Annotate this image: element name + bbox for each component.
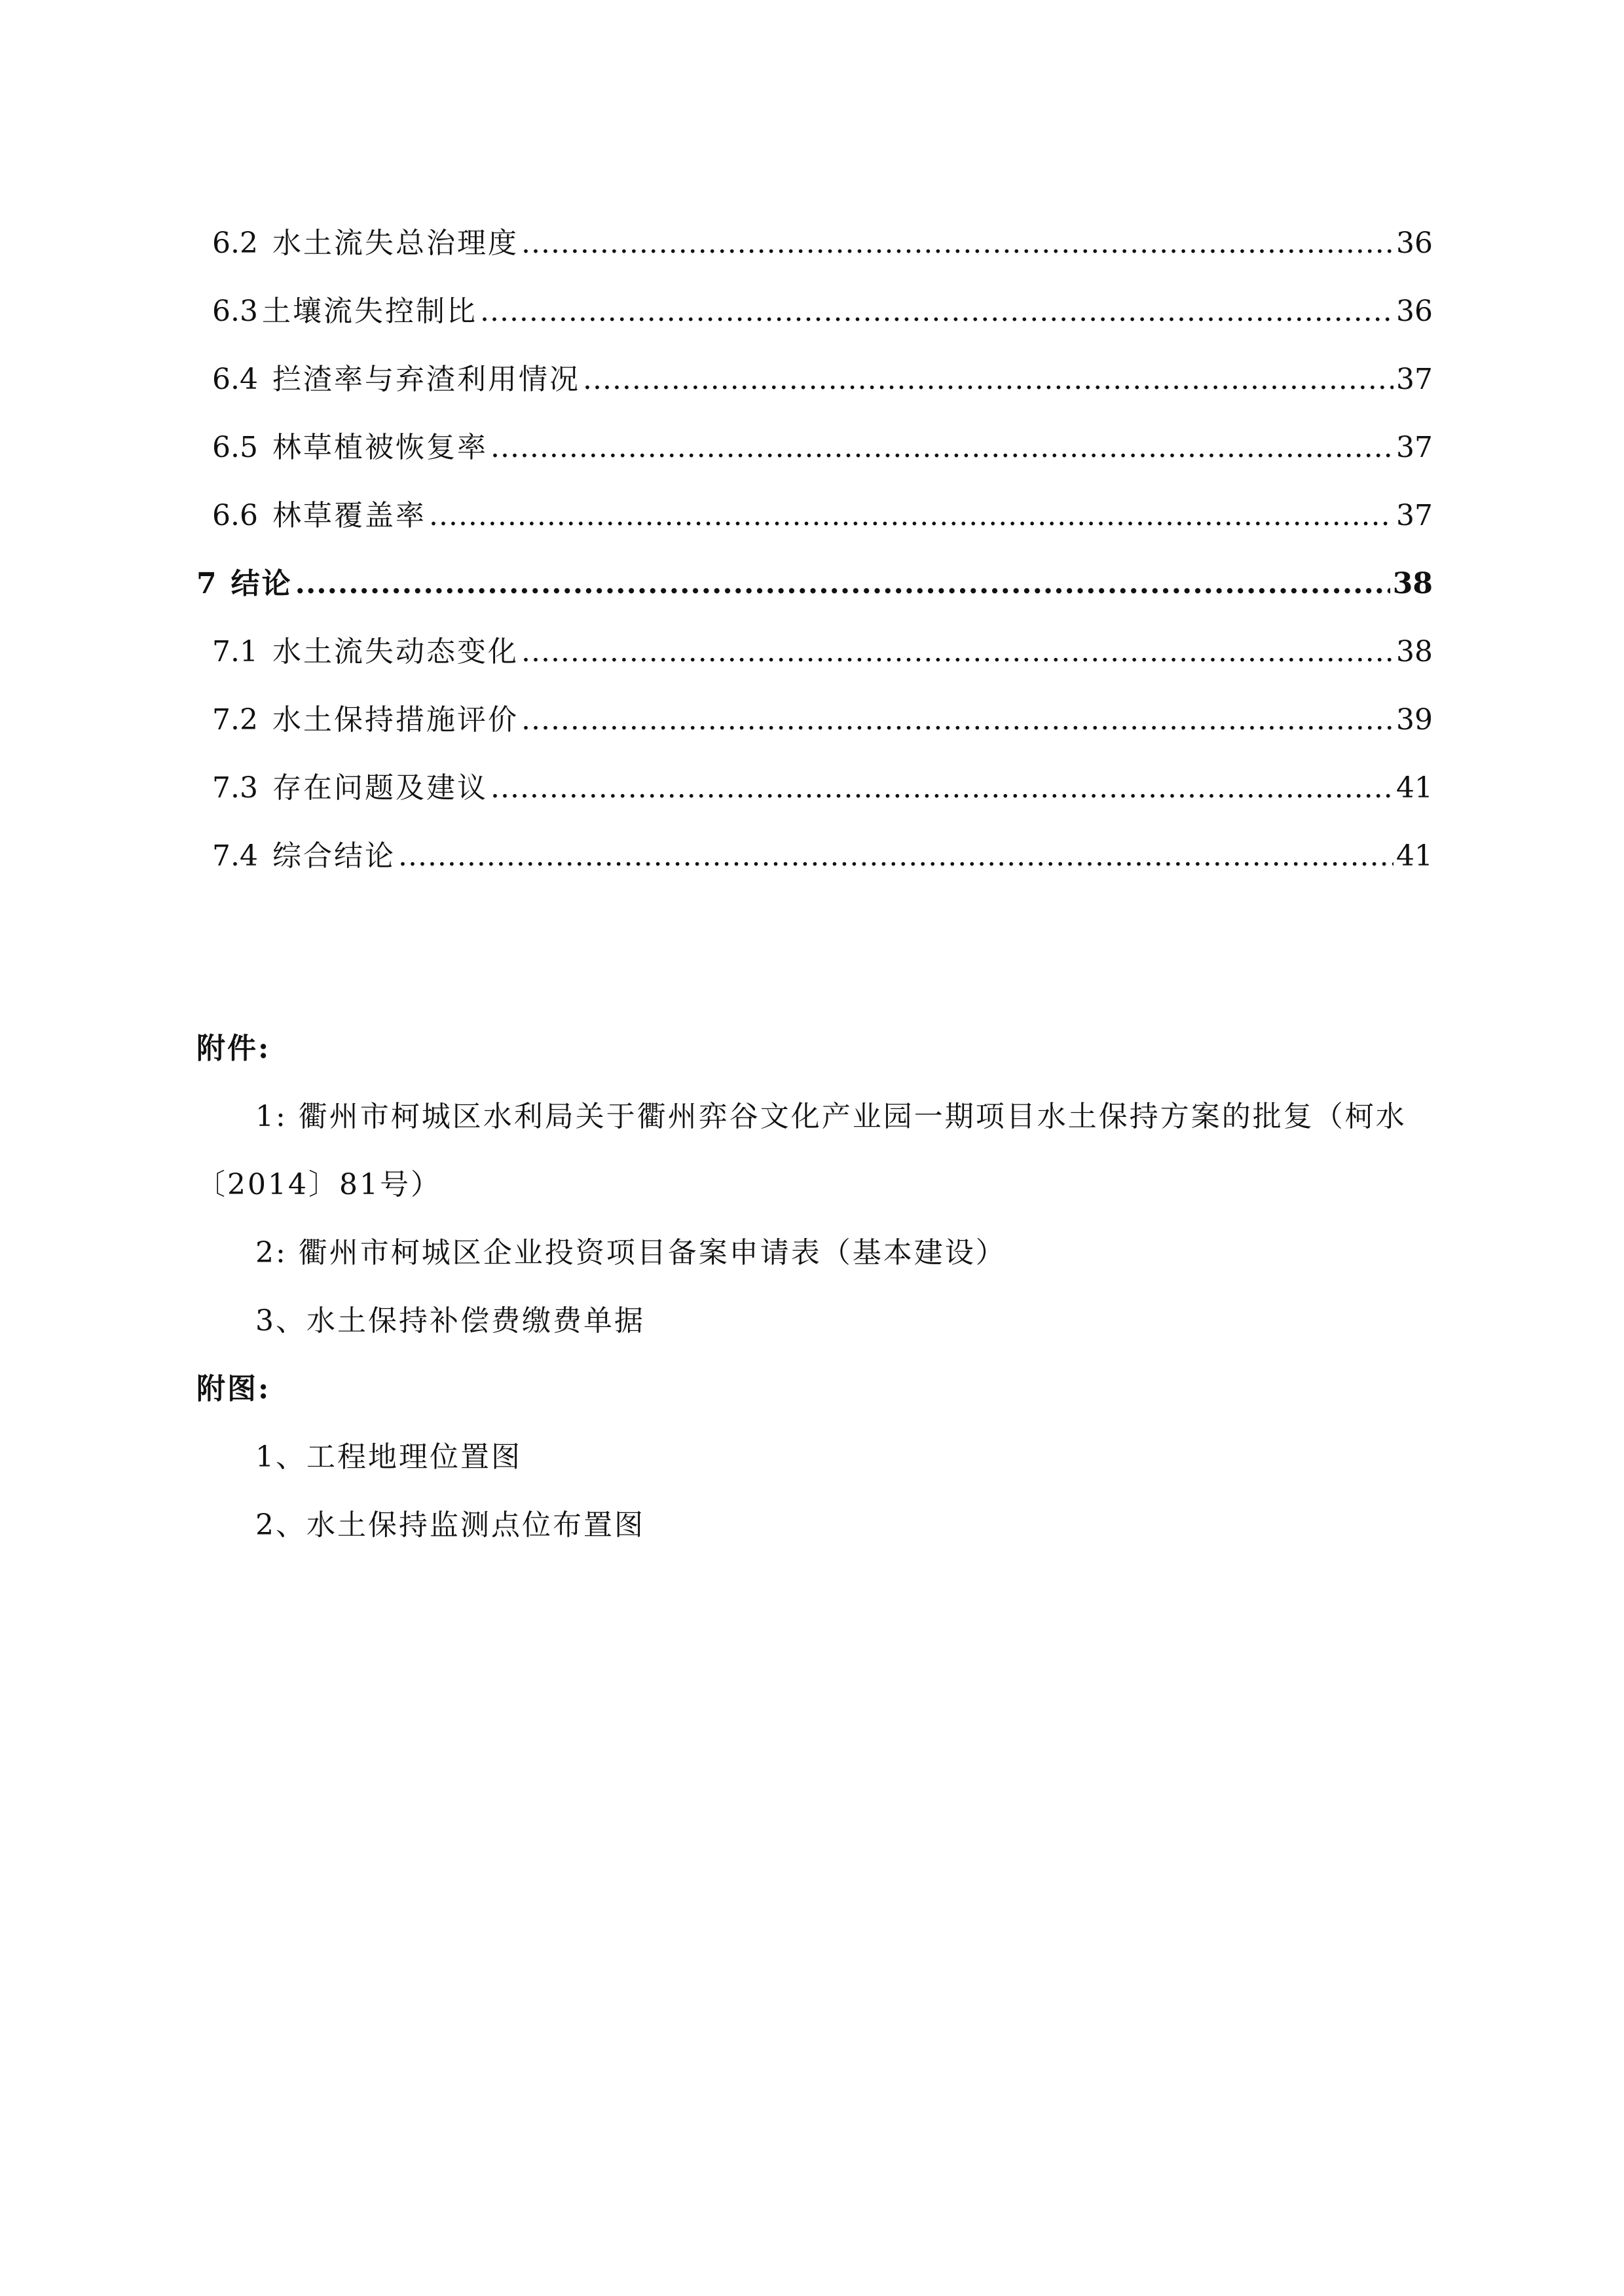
toc-dot-leader xyxy=(295,550,1390,618)
attachments-heading: 附件: xyxy=(196,1032,271,1065)
toc-entry-number: 7.2 xyxy=(212,703,258,737)
figures-section xyxy=(196,1355,1433,1559)
toc-entry-number: 6.5 xyxy=(212,431,258,464)
attachments-section xyxy=(196,1015,1433,1355)
toc-dot-leader xyxy=(490,754,1393,822)
toc-entry-6-4[interactable] xyxy=(196,346,1433,414)
toc-entry-6-3[interactable] xyxy=(196,278,1433,346)
toc-dot-leader xyxy=(583,346,1393,414)
toc-entry-title: 林草植被恢复率 xyxy=(272,431,488,464)
toc-dot-leader xyxy=(398,822,1393,890)
toc-dot-leader xyxy=(429,482,1393,550)
toc-entry-page: 36 xyxy=(1396,227,1433,260)
toc-entry-number: 7.3 xyxy=(212,771,258,805)
toc-entry-number: 6.2 xyxy=(212,227,258,260)
toc-entry-number: 6.4 xyxy=(212,363,258,396)
toc-entry-page: 38 xyxy=(1396,635,1433,668)
toc-entry-title: 水土保持措施评价 xyxy=(272,703,519,737)
toc-entry-title: 结论 xyxy=(231,567,293,600)
table-of-contents xyxy=(196,210,1433,890)
toc-entry-page: 37 xyxy=(1396,363,1433,396)
figures-heading: 附图: xyxy=(196,1372,271,1406)
toc-entry-page: 37 xyxy=(1396,431,1433,464)
toc-entry-chapter-7[interactable] xyxy=(196,550,1433,618)
attachment-item: 2: 衢州市柯城区企业投资项目备案申请表（基本建设） xyxy=(255,1236,1006,1269)
toc-entry-7-1[interactable] xyxy=(196,618,1433,686)
attachment-item: 1: 衢州市柯城区水利局关于衢州弈谷文化产业园一期项目水土保持方案的批复（柯水〔2014〕81号） xyxy=(196,1100,1407,1201)
toc-entry-6-5[interactable] xyxy=(196,414,1433,482)
toc-entry-number: 7.1 xyxy=(212,635,258,668)
toc-entry-title: 综合结论 xyxy=(272,839,396,873)
attachment-item: 3、水土保持补偿费缴费单据 xyxy=(255,1304,645,1338)
toc-entry-page: 38 xyxy=(1392,567,1433,600)
toc-entry-page: 41 xyxy=(1396,839,1433,873)
toc-entry-7-3[interactable] xyxy=(196,754,1433,822)
toc-entry-number: 6.6 xyxy=(212,499,258,532)
figure-item: 2、水土保持监测点位布置图 xyxy=(255,1508,645,1542)
toc-entry-title: 林草覆盖率 xyxy=(272,499,426,532)
toc-entry-page: 37 xyxy=(1396,499,1433,532)
toc-entry-title: 拦渣率与弃渣利用情况 xyxy=(272,363,580,396)
toc-entry-number: 7 xyxy=(196,567,217,600)
toc-entry-page: 36 xyxy=(1396,295,1433,328)
toc-entry-page: 41 xyxy=(1396,771,1433,805)
toc-entry-title: 水土流失总治理度 xyxy=(272,227,519,260)
toc-dot-leader xyxy=(480,278,1393,346)
toc-entry-title: 水土流失动态变化 xyxy=(272,635,519,668)
toc-dot-leader xyxy=(521,210,1393,278)
toc-dot-leader xyxy=(521,686,1393,754)
figure-item: 1、工程地理位置图 xyxy=(255,1440,522,1474)
toc-entry-number: 7.4 xyxy=(212,839,258,873)
toc-entry-7-2[interactable] xyxy=(196,686,1433,754)
toc-entry-title: 存在问题及建议 xyxy=(272,771,488,805)
toc-dot-leader xyxy=(490,414,1393,482)
toc-entry-7-4[interactable] xyxy=(196,822,1433,890)
toc-entry-title: 土壤流失控制比 xyxy=(261,295,477,328)
toc-entry-number: 6.3 xyxy=(212,295,258,328)
toc-entry-page: 39 xyxy=(1396,703,1433,737)
toc-dot-leader xyxy=(521,618,1393,686)
toc-entry-6-2[interactable] xyxy=(196,210,1433,278)
toc-entry-6-6[interactable] xyxy=(196,482,1433,550)
